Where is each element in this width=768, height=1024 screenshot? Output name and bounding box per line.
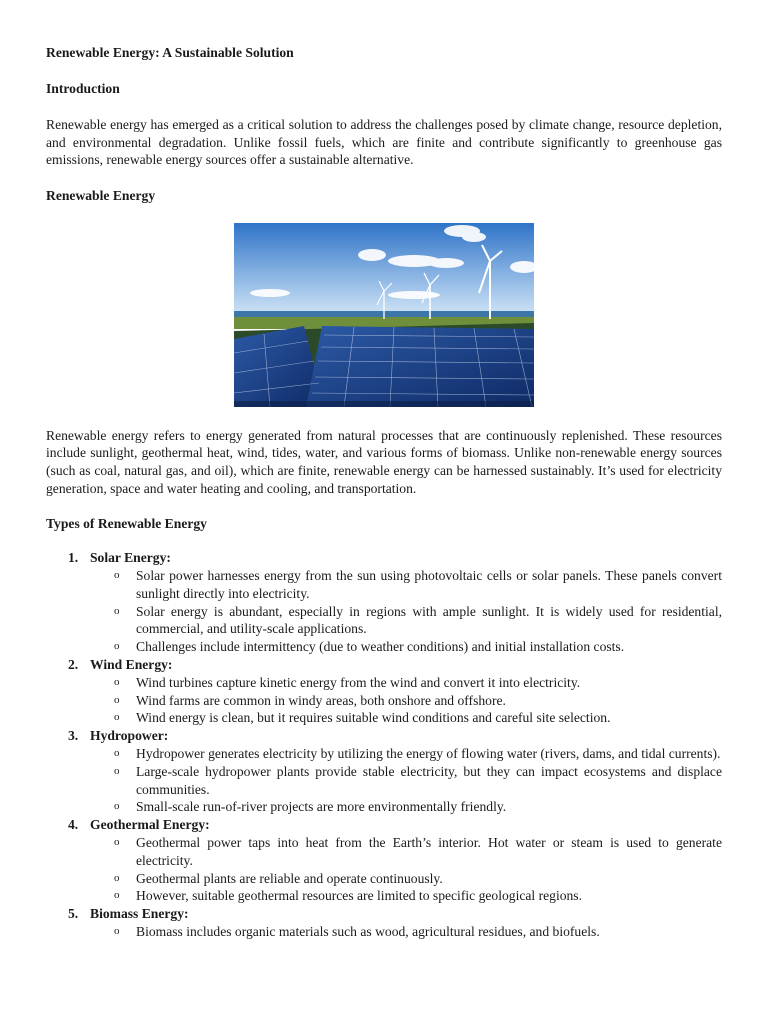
list-item: o Hydropower generates electricity by utilizing the energy of flowing water (rivers, dams, and tidal currents). (114, 745, 721, 761)
bullet-icon: o (114, 675, 120, 688)
type-item-solar (46, 549, 722, 656)
list-item: o Wind turbines capture kinetic energy from the wind and convert it into electricity. (114, 674, 581, 690)
renewable-energy-heading: Renewable Energy (46, 187, 156, 203)
type-item-geothermal (46, 816, 722, 905)
list-item: o Solar power harnesses energy from the sun using photovoltaic cells or solar panels. These panels convert sunlight directly into electricity. (114, 567, 722, 601)
type-name: Hydropower: (90, 728, 169, 744)
bullet-icon: o (114, 693, 120, 706)
bullet-icon: o (114, 568, 120, 581)
list-item: o Small-scale run-of-river projects are more environmentally friendly. (114, 799, 507, 815)
list-item: o Solar energy is abundant, especially in regions with ample sunlight. It is widely used for residential, commercial, and utility-scale applications. (114, 603, 722, 637)
solar-wind-illustration (234, 223, 534, 407)
bullet-icon: o (114, 889, 120, 902)
bullet-icon: o (114, 640, 120, 653)
type-name: Wind Energy: (90, 656, 173, 672)
bullet-icon: o (114, 746, 120, 759)
type-number: 2. (68, 656, 79, 672)
list-item: o Wind farms are common in windy areas, both onshore and offshore. (114, 692, 506, 708)
types-heading: Types of Renewable Energy (46, 516, 207, 532)
bullet-icon: o (114, 835, 120, 848)
list-item: o However, suitable geothermal resources are limited to specific geological regions. (114, 888, 582, 904)
list-item: o Geothermal power taps into heat from the Earth’s interior. Hot water or steam is used to generate electricity. (114, 834, 722, 868)
bullet-icon: o (114, 800, 120, 813)
bullet-icon: o (114, 711, 120, 724)
type-name: Geothermal Energy: (90, 817, 210, 833)
type-item-biomass (46, 905, 722, 941)
type-number: 1. (68, 550, 79, 566)
list-item: o Challenges include intermittency (due to weather conditions) and initial installation costs. (114, 639, 625, 655)
intro-paragraph: Renewable energy has emerged as a critical solution to address the challenges posed by climate change, resource depletion, and environmental degradation. Unlike fossil fuels, which are finite and contribute significantly to greenhouse gas emissions, renewable energy sources offer a sustainable alternative. (46, 117, 722, 168)
bullet-icon: o (114, 871, 120, 884)
solar-wind-photo (234, 223, 534, 407)
type-name: Solar Energy: (90, 550, 171, 566)
list-item: o Biomass includes organic materials such as wood, agricultural residues, and biofuels. (114, 923, 600, 939)
list-item: o Large-scale hydropower plants provide stable electricity, but they can impact ecosystems and displace communities. (114, 763, 722, 797)
list-item: o Geothermal plants are reliable and operate continuously. (114, 870, 443, 886)
type-number: 4. (68, 817, 79, 833)
types-list (46, 549, 722, 941)
bullet-icon: o (114, 604, 120, 617)
type-item-hydropower (46, 727, 722, 816)
bullet-icon: o (114, 924, 120, 937)
intro-heading: Introduction (46, 81, 120, 96)
type-number: 3. (68, 728, 79, 744)
list-item: o Wind energy is clean, but it requires suitable wind conditions and careful site selection. (114, 710, 611, 726)
document-title: Renewable Energy: A Sustainable Solution (46, 45, 294, 60)
type-name: Biomass Energy: (90, 906, 189, 922)
type-number: 5. (68, 906, 79, 922)
renewable-energy-paragraph: Renewable energy refers to energy generated from natural processes that are continuously replenished. These resources include sunlight, geothermal heat, wind, tides, water, and various forms of biomass. Unlike non-renewable energy sources (such as coal, natural gas, and oil), which are finite, renewable energy can be harnessed sustainably. It’s used for electricity generation, space and water heating and cooling, and transportation. (46, 427, 722, 496)
bullet-icon: o (114, 764, 120, 777)
type-item-wind (46, 656, 722, 727)
